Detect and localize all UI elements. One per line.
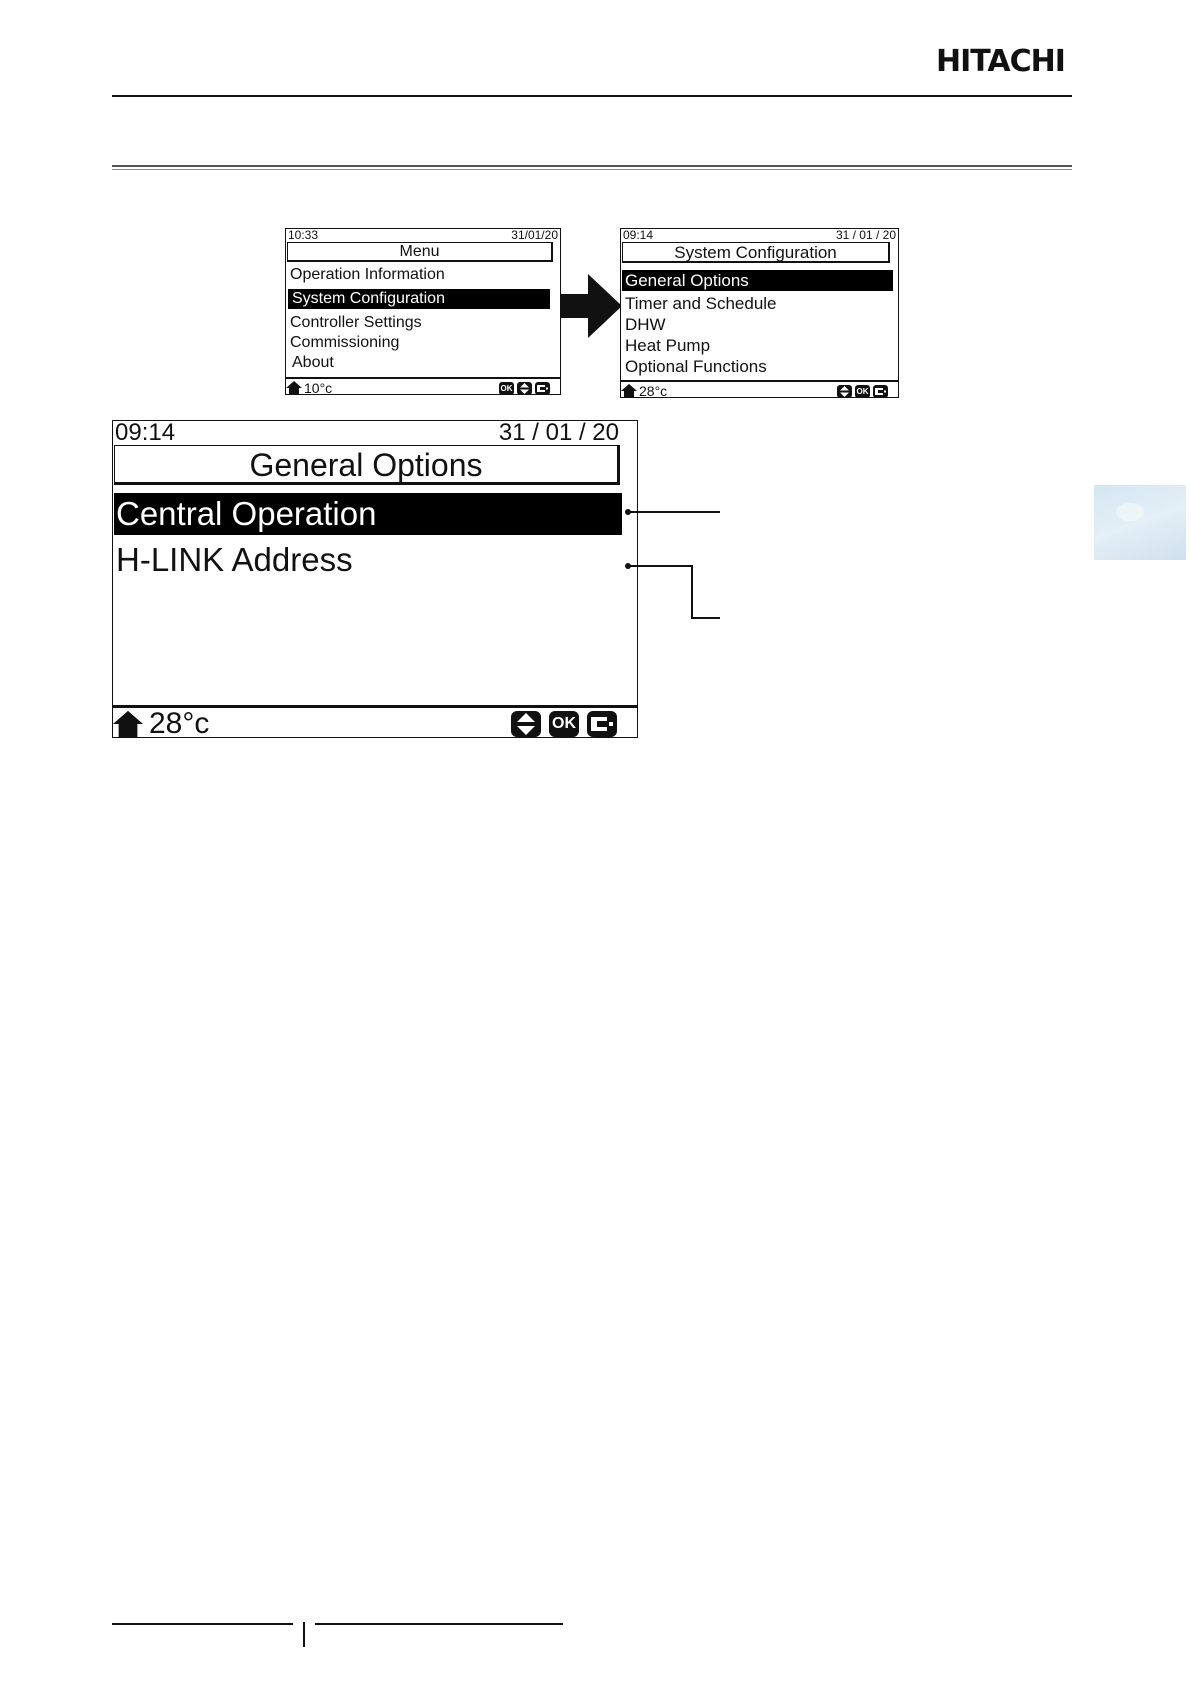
footer-rule-right [315, 1623, 563, 1625]
menu-item-about[interactable]: About [292, 354, 334, 371]
ok-key-icon[interactable]: OK [549, 711, 579, 737]
footer-bar [621, 383, 898, 399]
chapter-tab [1094, 485, 1186, 560]
house-icon [621, 384, 637, 398]
lcd-screen-menu [285, 228, 561, 395]
callout-lines [600, 500, 740, 640]
footer-bar [113, 709, 637, 739]
outdoor-temperature: 28°c [639, 383, 668, 399]
status-bar [115, 421, 635, 445]
section-rule [112, 165, 1072, 167]
back-key-icon[interactable] [873, 385, 888, 398]
back-key-icon[interactable] [535, 382, 550, 395]
status-bar [623, 229, 896, 241]
house-icon [113, 710, 143, 738]
menu-item-commissioning[interactable]: Commissioning [290, 334, 400, 351]
menu-item-h-link-address[interactable]: H-LINK Address [116, 541, 353, 578]
clock: 09:14 [623, 228, 654, 242]
screen-title: General Options [114, 445, 620, 485]
navigation-arrow-icon [560, 274, 622, 338]
ok-key-icon[interactable]: OK [500, 383, 513, 393]
up-down-key-icon[interactable] [517, 382, 532, 395]
footer-bar [286, 380, 560, 396]
screen-title: System Configuration [622, 242, 890, 263]
up-down-key-icon[interactable] [511, 711, 541, 737]
menu-item-dhw[interactable]: DHW [625, 315, 666, 334]
outdoor-temperature: 10°c [304, 380, 333, 396]
footer-divider-tick [303, 1622, 305, 1647]
lcd-screen-general-options [112, 420, 638, 738]
menu-item-heat-pump[interactable]: Heat Pump [625, 336, 711, 355]
date: 31 / 01 / 20 [498, 419, 619, 446]
footer-divider [621, 380, 898, 382]
menu-item-controller-settings[interactable]: Controller Settings [290, 314, 422, 331]
up-down-key-icon[interactable] [837, 385, 852, 398]
clock: 10:33 [288, 228, 319, 242]
menu-item-central-operation[interactable]: Central Operation [114, 493, 622, 535]
menu-item-operation-information[interactable]: Operation Information [290, 266, 445, 283]
outdoor-temperature: 28°c [149, 707, 210, 740]
date: 31/01/20 [511, 228, 558, 242]
house-icon [286, 381, 302, 395]
menu-item-timer-and-schedule[interactable]: Timer and Schedule [625, 294, 777, 313]
date: 31 / 01 / 20 [835, 228, 896, 242]
menu-item-optional-functions[interactable]: Optional Functions [625, 357, 767, 376]
status-bar [288, 229, 558, 241]
screen-title: Menu [287, 242, 553, 262]
ok-key-icon[interactable]: OK [856, 386, 869, 396]
footer-divider [286, 377, 560, 379]
lcd-screen-system-configuration [620, 228, 899, 398]
section-rule-thin [112, 169, 1072, 170]
footer-rule-left [112, 1623, 293, 1625]
clock: 09:14 [115, 419, 176, 446]
back-key-icon[interactable] [587, 711, 617, 737]
menu-item-general-options[interactable]: General Options [622, 270, 893, 291]
header-rule [112, 95, 1072, 97]
hitachi-logo: HITACHI [936, 44, 1065, 79]
menu-item-system-configuration[interactable]: System Configuration [288, 289, 550, 309]
